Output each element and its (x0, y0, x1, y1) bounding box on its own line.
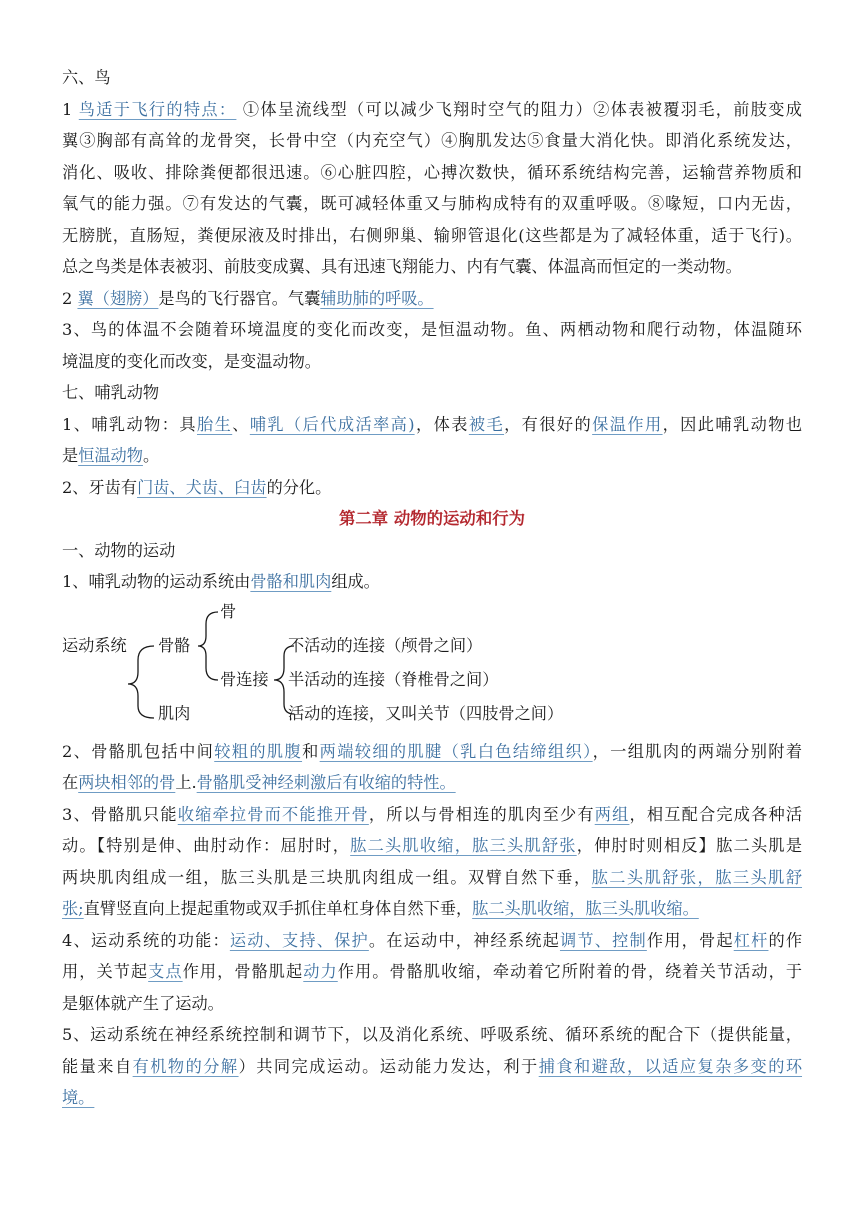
paragraph-motor-system: 1、哺乳动物的运动系统由骨骼和肌肉组成。 (62, 572, 380, 591)
motor-system-diagram (62, 598, 802, 736)
highlight-air-sac: 辅助肺的呼吸。 (320, 288, 434, 308)
section-heading-birds: 六、鸟 (62, 68, 111, 87)
section-heading-movement: 一、动物的运动 (62, 540, 176, 560)
paragraph-teeth: 2、牙齿有门齿、犬齿、臼齿的分化。 (62, 477, 332, 497)
diagram-joint-type-3: 活动的连接，又叫关节（四肢骨之间） (288, 703, 564, 723)
highlight-bird-flight: 鸟适于飞行的特点： (78, 99, 237, 119)
diagram-joint-type-2: 半活动的连接（脊椎骨之间） (288, 669, 499, 689)
document-body (62, 62, 802, 1114)
paragraph-line: 消化、吸收、排除粪便都很迅速。⑥心脏四腔，心搏次数快，循环系统结构完善，运输营养物质和 (62, 162, 802, 182)
paragraph-line: 翼③胸部有高耸的龙骨突，长骨中空（内充空气）④胸肌发达⑤食量大消化快。即消化系统发达， (62, 131, 802, 150)
paragraph-motor-cooperation: 5、运动系统在神经系统控制和调节下，以及消化系统、呼吸系统、循环系统的配合下（提供能量， (62, 1025, 802, 1044)
paragraph-skeletal-muscle: 2、骨骼肌包括中间较粗的肌腹和两端较细的肌腱（乳白色结缔组织），一组肌肉的两端分别附着 (62, 741, 803, 761)
paragraph-line: 用，关节起支点作用，骨骼肌起动力作用。骨骼肌收缩，牵动着它所附着的骨，绕着关节活动，于 (62, 962, 803, 981)
paragraph-body-temperature: 3、鸟的体温不会随着环境温度的变化而改变，是恒温动物。鱼、两栖动物和爬行动物，体温随环 (62, 320, 802, 339)
paragraph-line: 张;直臂竖直向上提起重物或双手抓住单杠身体自然下垂，肱二头肌收缩，肱三头肌收缩。 (62, 899, 699, 918)
paragraph-mammal-traits: 1、哺乳动物：具胎生、哺乳（后代成活率高)，体表被毛，有很好的保温作用，因此哺乳动物也 (62, 414, 803, 434)
paragraph-line: 动。【特别是伸、曲肘动作：屈肘时，肱二头肌收缩，肱三头肌舒张，伸肘时则相反】肱二头肌是 (62, 836, 803, 855)
paragraph-line: 总之鸟类是体表被羽、前肢变成翼、具有迅速飞翔能力、内有气囊、体温高而恒定的一类动物。 (62, 257, 742, 276)
chapter-title: 第二章 动物的运动和行为 (338, 509, 525, 528)
highlight-wing: 翼（翅膀） (77, 288, 159, 308)
paragraph-line: 两块肌肉组成一组，肱三头肌是三块肌肉组成一组。双臂自然下垂，肱二头肌舒张，肱三头肌舒 (62, 867, 803, 887)
paragraph-line: 在两块相邻的骨上.骨骼肌受神经刺激后有收缩的特性。 (62, 773, 456, 792)
brace-main (128, 646, 154, 718)
paragraph-line: 是恒温动物。 (62, 446, 160, 465)
paragraph-bird-flight-features: 1 鸟适于飞行的特点： ①体呈流线型（可以减少飞翔时空气的阻力）②体表被覆羽毛，前肢变成 (62, 99, 802, 119)
paragraph-line: 能量来自有机物的分解）共同完成运动。运动能力发达，利于捕食和避敌，以适应复杂多变的环 (62, 1056, 803, 1076)
diagram-joint-type-1: 不活动的连接（颅骨之间） (288, 635, 483, 655)
diagram-bone-label: 骨 (220, 601, 237, 621)
brace-skeleton (198, 612, 218, 680)
section-heading-mammals: 七、哺乳动物 (62, 383, 160, 402)
paragraph-line: 氧气的能力强。⑦有发达的气囊，既可减轻体重又与肺构成特有的双重呼吸。⑧喙短，口内无齿， (62, 194, 802, 213)
paragraph-line: 境温度的变化而改变，是变温动物。 (62, 351, 321, 371)
diagram-root-label: 运动系统 (62, 635, 127, 655)
paragraph-line: 是躯体就产生了运动。 (62, 993, 224, 1013)
paragraph-muscle-pairs: 3、骨骼肌只能收缩牵拉骨而不能推开骨，所以与骨相连的肌肉至少有两组，相互配合完成各种活 (62, 804, 803, 824)
paragraph-line: 无膀胱，直肠短，粪便尿液及时排出，右侧卵巢、输卵管退化(这些都是为了减轻体重，适于飞行)。 (62, 225, 802, 245)
diagram-muscle-label: 肌肉 (158, 703, 191, 723)
diagram-joint-label: 骨连接 (220, 669, 269, 689)
paragraph-motor-functions: 4、运动系统的功能：运动、支持、保护。在运动中，神经系统起调节、控制作用，骨起杠杆的作 (62, 930, 803, 950)
paragraph-line: 境。 (62, 1088, 95, 1107)
diagram-skeleton-label: 骨骼 (158, 635, 191, 655)
paragraph-wing: 2 翼（翅膀）是鸟的飞行器官。气囊辅助肺的呼吸。 (62, 288, 434, 308)
